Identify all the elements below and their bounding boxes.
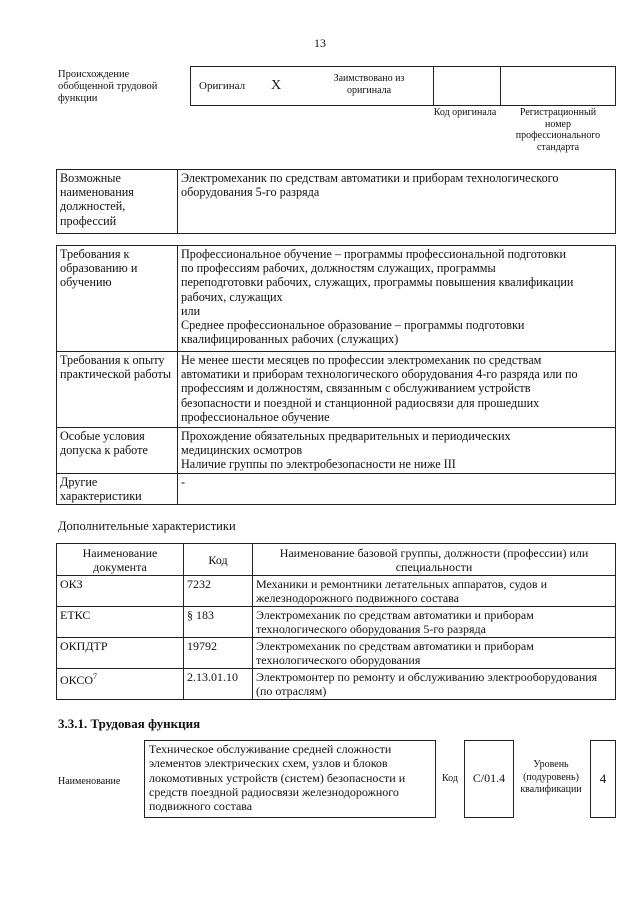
positions-label: Возможные наименования должностей, профессий xyxy=(57,170,178,234)
header-code: Код xyxy=(184,544,253,576)
additional-title: Дополнительные характеристики xyxy=(58,519,236,533)
table-row xyxy=(57,428,616,474)
header-document: Наименование документа xyxy=(57,544,184,576)
function-name-box xyxy=(144,740,436,818)
code-original-label: Код оригинала xyxy=(433,107,497,118)
name-cell: Электромеханик по средствам автоматики и приборам технологического оборудования 5-го разряда xyxy=(253,607,616,638)
table-row xyxy=(57,638,616,669)
code-box xyxy=(464,740,514,818)
requirements-table xyxy=(56,245,616,505)
code-label: Код xyxy=(442,773,458,784)
doc-cell: ОКЗ xyxy=(57,576,184,607)
level-label: Уровень (подуровень) квалификации xyxy=(520,759,582,795)
section-title: 3.3.1. Трудовая функция xyxy=(58,716,201,731)
table-row xyxy=(57,246,616,352)
doc-cell: ОКПДТР xyxy=(57,638,184,669)
original-label: Оригинал xyxy=(199,80,246,92)
requirement-label: Другие характеристики xyxy=(57,474,178,505)
name-cell: Электромеханик по средствам автоматики и приборам технологического оборудования xyxy=(253,638,616,669)
function-name: Техническое обслуживание средней сложности элементов электрических схем, узлов и блоков локомотивных устройств (систем) безопасности и средств поездной радиосвязи железнодорожного подвижного состава xyxy=(149,742,406,814)
table-row xyxy=(57,607,616,638)
code-cell: 19792 xyxy=(184,638,253,669)
requirement-label: Требования к опыту практической работы xyxy=(57,352,178,428)
positions-table xyxy=(56,169,616,234)
page-number: 13 xyxy=(314,36,326,50)
positions-value: Электромеханик по средствам автоматики и приборам технологического оборудования 5-го разряда xyxy=(178,170,616,234)
header-name: Наименование базовой группы, должности (профессии) или специальности xyxy=(253,544,616,576)
code-cell: § 183 xyxy=(184,607,253,638)
name-label: Наименование xyxy=(58,776,121,787)
table-row xyxy=(57,576,616,607)
requirement-value: Профессиональное обучение – программы профессиональной подготовки по профессиям рабочих, должностям служащих, программы переподготовки рабочих, служащих, программы повышения квалификации рабочих, служащих или Среднее профессиональное образование – программы подготовки квалифицированных рабочих (служащих) xyxy=(178,246,616,352)
name-cell: Механики и ремонтники летательных аппаратов, судов и железнодорожного подвижного состава xyxy=(253,576,616,607)
doc-cell: ЕТКС xyxy=(57,607,184,638)
origin-label: Происхождение обобщенной трудовой функции xyxy=(58,69,158,104)
code-cell: 2.13.01.10 xyxy=(184,669,253,700)
level-value: 4 xyxy=(599,771,607,786)
table-row xyxy=(57,474,616,505)
table-row xyxy=(57,352,616,428)
requirement-value: Прохождение обязательных предварительных и периодических медицинских осмотров Наличие группы по электробезопасности не ниже III xyxy=(178,428,616,474)
requirement-value: Не менее шести месяцев по профессии электромеханик по средствам автоматики и приборам технологического оборудования 4-го разряда или по профессиям и должностям, связанным с обслуживанием устройств безопасности и поездной и станционной радиосвязи для прошедших профессиональное обучение xyxy=(178,352,616,428)
doc-cell: ОКСО$^7$ xyxy=(57,669,184,700)
name-cell: Электромонтер по ремонту и обслуживанию электрооборудования (по отраслям) xyxy=(253,669,616,700)
requirement-label: Требования к образованию и обучению xyxy=(57,246,178,352)
original-mark: X xyxy=(271,78,282,93)
origin-box xyxy=(190,66,616,106)
footnote-mark: 7 xyxy=(93,672,98,681)
table-row xyxy=(57,669,616,700)
code-value: C/01.4 xyxy=(472,771,506,785)
requirement-label: Особые условия допуска к работе xyxy=(57,428,178,474)
additional-table xyxy=(56,543,616,700)
reg-number-label: Регистрационный номер профессионального стандарта xyxy=(515,107,601,153)
code-cell: 7232 xyxy=(184,576,253,607)
level-box xyxy=(590,740,616,818)
borrowed-label: Заимствовано из оригинала xyxy=(333,73,405,96)
requirement-value: - xyxy=(178,474,616,505)
